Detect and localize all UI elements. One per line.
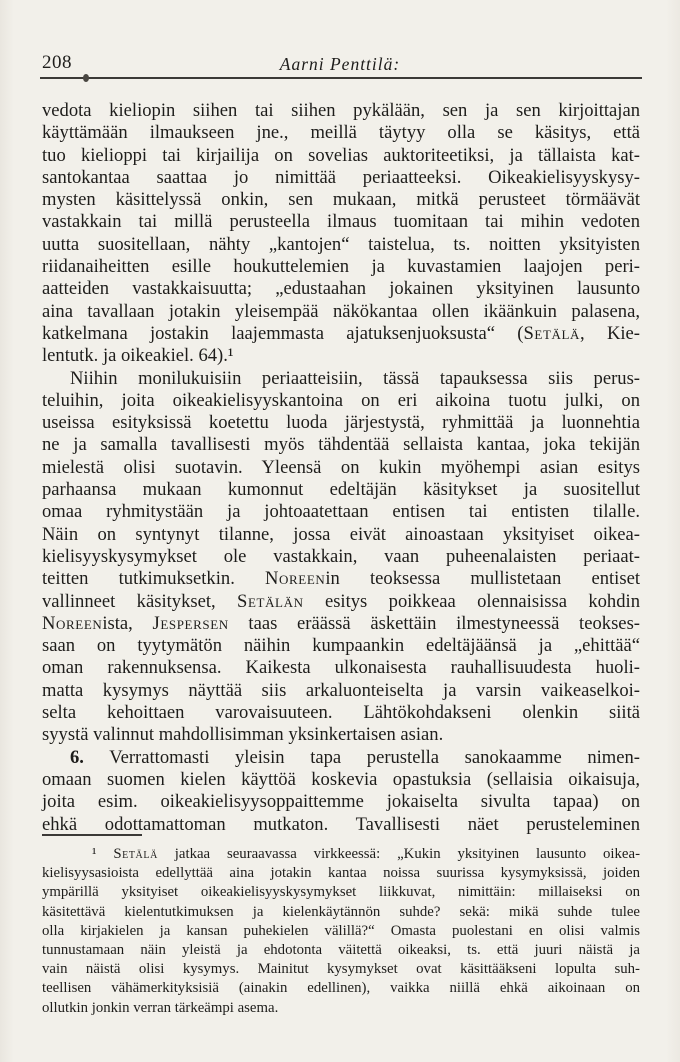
text-line: kielisyysasioista edellyttää aina jotakin kantaa noissa suurissa kysymyksissä, joiden <box>42 865 640 882</box>
text-line: vallinneet käsitykset, Setälän esitys poikkeaa olennaisissa kohdin <box>42 590 640 612</box>
text-line: joita esim. oikeakielisyysoppaittemme jokaiselta sivulta tapaa) on <box>42 791 640 813</box>
text-line: vedota kieliopin siihen tai siihen pykälään, sen ja sen kirjoittajan <box>42 100 640 121</box>
text-line: mielestä olisi suotavin. Yleensä on kukin myöhempi asian esitys <box>42 456 640 478</box>
footnote-section <box>42 834 640 1018</box>
text-line: käyttämään ilmaukseen jne., meillä täytyy olla se käsitys, että <box>42 122 640 144</box>
text-line: santokantaa saattaa jo nimittää periaatteeksi. Oikeakielisyyskysy- <box>42 166 640 188</box>
text-line: saan on tyytymätön näihin kumpaankin edeltäjäänsä ja „ehittää“ <box>42 635 640 657</box>
text-line: tunnustamaan näin yleistä ja ehdotonta väitettä oikeaksi, ts. että juuri näistä ja <box>42 942 640 959</box>
text-line: katkelmana jostakin laajemmasta ajatuksenjuoksusta“ (Setälä, Kie- <box>42 322 640 344</box>
text-line: teluihin, joita oikeakielisyyskantoina on eri aikoina tuotu julki, on <box>42 389 640 411</box>
text-line: riidanaiheitten esille houkuttelemien ja kuvastamien laajojen peri- <box>42 256 640 278</box>
text-line: omaa ryhmitystään ja johtoaatettaan entisen tai entisten tilalle. <box>42 501 640 523</box>
header-rule <box>40 77 642 79</box>
footnote-text <box>42 845 640 1018</box>
text-line: vastakkain tai millä perusteella ilmaus tuomitaan tai mihin vedoten <box>42 211 640 233</box>
text-line: oman rakennuksensa. Kaikesta ulkonaisesta rauhallisuudesta huoli- <box>42 657 640 679</box>
page-number: 208 <box>42 52 72 73</box>
text-line: teitten tutkimuksetkin. Noreenin teoksessa mullistetaan entiset <box>42 568 640 590</box>
text-line: 6. Verrattomasti yleisin tapa perustella sanokaamme nimen- <box>70 746 640 768</box>
text-line: useissa esityksissä koetettu luoda järjestystä, ryhmittää ja luonnehtia <box>42 412 640 434</box>
text-line: lentutk. ja oikeakiel. 64).¹ <box>42 345 234 367</box>
text-line: syystä valinnut mahdollisimman yksinkertaisen asian. <box>42 724 444 746</box>
text-line: kielisyyskysymykset ole vastakkain, vaan puheenalaisten periaat- <box>42 545 640 567</box>
body-text <box>42 100 640 836</box>
text-line: parhaansa mukaan kumonnut edeltäjän käsitykset ja suositellut <box>42 479 640 501</box>
text-line: ehkä odottamattoman mutkaton. Tavallisesti näet perusteleminen <box>42 813 640 835</box>
text-line: aina tavallaan jotakin yleisempää näkökantaa ollen ikäänkuin palasena, <box>42 300 640 322</box>
text-line: käsitettävä kielentutkimuksen ja kielenkäytännön suhde? sekä: mikä suhde tulee <box>42 903 640 920</box>
text-line: ¹ Setälä jatkaa seuraavassa virkkeessä: „Kukin yksityinen lausunto oikea- <box>92 846 640 862</box>
text-line: omaan suomen kielen käyttöä koskevia opastuksia (sellaisia oikaisuja, <box>42 768 640 790</box>
text-line: mysten käsittelyssä onkin, sen mukaan, mitkä perusteet törmäävät <box>42 189 640 211</box>
rule-ornament <box>83 74 89 82</box>
text-line: olla kirjakielen ja kansan puhekielen välillä?“ Omasta puolestani en olisi valmis <box>42 922 640 939</box>
text-line: Näin on syntynyt tilanne, jossa eivät ainoastaan yksityiset oikea- <box>42 523 640 545</box>
text-line: aatteiden vastakkaisuutta; „edustaahan jokainen yksityinen lausunto <box>42 278 640 300</box>
text-line: Niihin monilukuisiin periaatteisiin, tässä tapauksessa siis perus- <box>70 367 640 389</box>
running-title: Aarni Penttilä: <box>279 54 401 74</box>
text-line: uutta suositellaan, nähty „kantojen“ taistelua, ts. noitten yksityisten <box>42 233 640 255</box>
text-line: tuo kielioppi tai kirjailija on sovelias auktoriteetiksi, ja tällaista kat- <box>42 144 640 166</box>
footnote-rule <box>42 834 142 836</box>
text-line: Noreenista, Jespersen taas eräässä äskettäin ilmestyneessä teokses- <box>42 612 640 634</box>
text-line: ympärillä yksityiset oikeakielisyyskysymykset liikkuvat, nimittäin: millaiseksi on <box>42 884 640 901</box>
text-line: teellisen vähämerkityksisiä (ainakin edellinen), vaikka niillä ehkä aikoinaan on <box>42 980 640 997</box>
text-line: matta kysymys näyttää siis arkaluonteiselta ja varsin vaikeaselkoi- <box>42 679 640 701</box>
text-line: ollutkin jonkin verran tärkeämpi asema. <box>42 999 279 1016</box>
text-line: vain näistä olisi kysymys. Mainitut kysymykset ovat käsittääkseni lopulta suh- <box>42 961 640 978</box>
text-line: ne ja samalla tavallisesti myös tähdentää sellaista kantaa, joka tekijän <box>42 434 640 456</box>
text-line: selta kehoittaen varovaisuuteen. Lähtökohdakseni olenkin siitä <box>42 702 640 724</box>
